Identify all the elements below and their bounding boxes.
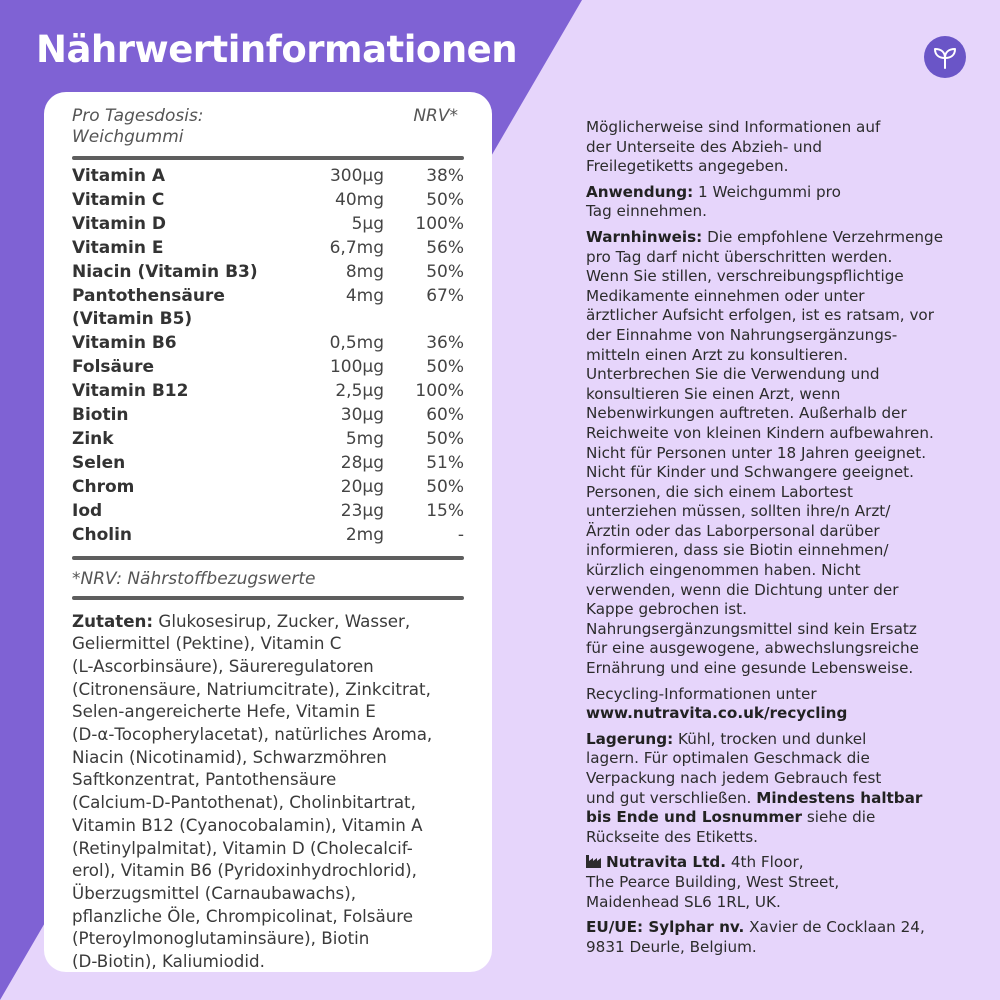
table-row <box>72 261 464 285</box>
nutrient-name: Vitamin B6 <box>72 333 177 354</box>
manufacturer-text: Nutravita Ltd. 4th Floor, The Pearce Building, West Street, Maidenhead SL6 1RL, UK. <box>586 853 840 911</box>
nutrient-amount: 300µg <box>329 166 384 186</box>
nutrient-amount: 40mg <box>335 189 384 210</box>
dose-label: Pro Tagesdosis: Weichgummi <box>72 106 204 147</box>
page-title: Nährwertinformationen <box>36 28 518 71</box>
nutrient-amount: 2mg <box>345 524 384 545</box>
nutrient-nrv: 56% <box>426 237 464 258</box>
nutrient-nrv: 15% <box>426 500 464 521</box>
intro-text: Möglicherweise sind Informationen auf der Unterseite des Abzieh- und Freilegetiketts angegeben. <box>586 118 881 176</box>
manufacturer-name: Nutravita Ltd. <box>606 853 727 872</box>
nutrition-card <box>44 92 492 972</box>
nutrient-amount: 0,5mg <box>329 333 384 354</box>
divider <box>72 596 464 600</box>
table-row <box>72 189 464 213</box>
recycling-text: Recycling-Informationen unter www.nutravita.co.uk/recycling <box>586 684 848 723</box>
table-row <box>72 524 464 548</box>
table-row <box>72 332 464 356</box>
nutrient-amount: 8mg <box>345 261 384 282</box>
nutrient-nrv: 50% <box>426 476 464 497</box>
nutrient-name: Vitamin E <box>72 237 164 258</box>
nutrient-nrv: 50% <box>426 261 464 282</box>
warning-label: Warnhinweis: <box>586 227 703 246</box>
nutrient-nrv: 50% <box>426 189 464 210</box>
table-row <box>72 356 464 380</box>
nutrient-nrv: 100% <box>415 213 464 234</box>
nutrient-name: Vitamin B12 <box>72 381 189 402</box>
table-row <box>72 165 464 189</box>
table-row <box>72 428 464 452</box>
nutrient-name: Vitamin D <box>72 213 166 234</box>
table-row <box>72 500 464 524</box>
table-row <box>72 476 464 500</box>
nutrient-nrv: 50% <box>426 428 464 449</box>
storage-text: Lagerung: Kühl, trocken und dunkel lagern. Für optimalen Geschmack die Verpackung nach jedem Gebrauch fest und gut verschließen. Mindestens haltbar bis Ende und Losnummer siehe die Rückseite des Etiketts. <box>586 729 923 846</box>
nutrient-amount: 30µg <box>340 405 384 426</box>
nutrient-nrv: 67% <box>426 285 464 306</box>
plant-sprout-icon <box>924 36 966 78</box>
nutrient-name: Pantothensäure (Vitamin B5) <box>72 285 225 330</box>
nutrient-amount: 100µg <box>329 357 384 378</box>
usage-label: Anwendung: <box>586 182 694 201</box>
storage-label: Lagerung: <box>586 729 674 748</box>
usage-text: Anwendung: 1 Weichgummi pro Tag einnehmen. <box>586 182 841 221</box>
nrv-header: NRV* <box>413 106 458 126</box>
nutrient-amount: 6,7mg <box>329 237 384 258</box>
recycling-link[interactable]: www.nutravita.co.uk/recycling <box>586 704 848 723</box>
nutrient-nrv: 100% <box>415 381 464 402</box>
nutrient-amount: 23µg <box>340 500 384 521</box>
nutrient-nrv: - <box>457 524 464 545</box>
table-row <box>72 380 464 404</box>
table-row <box>72 237 464 261</box>
nutrient-amount: 4mg <box>345 285 384 306</box>
warning-text: Warnhinweis: Die empfohlene Verzehrmenge pro Tag darf nicht überschritten werden. Wenn Sie stillen, verschreibungspflichtige Medikamente einnehmen oder unter ärztlicher Aufsicht erfolgen, ist es ratsam, vor der Einnahme von Nahrungsergänzungs- mitteln einen Arzt zu konsultieren. Unterbrechen Sie die Verwendung und konsultieren Sie einen Arzt, wenn Nebenwirkungen auftreten. Außerhalb der Reichweite von kleinen Kindern aufbewahren. Nicht für Personen unter 18 Jahren geeignet. Nicht für Kinder und Schwangere geeignet. Personen, die sich einem Labortest unterziehen müssen, sollten ihre/n Arzt/ Ärztin oder das Laborpersonal darüber informieren, dass sie Biotin einnehmen/ kürzlich eingenommen haben. Nicht verwenden, wenn die Dichtung unter der Kappe gebrochen ist. Nahrungsergänzungsmittel sind kein Ersatz für eine ausgewogene, abwechslungsreiche Ernährung und eine gesunde Lebensweise. <box>586 227 944 678</box>
ingredients-label: Zutaten: <box>72 610 154 631</box>
table-row <box>72 404 464 428</box>
nutrient-name: Iod <box>72 500 103 521</box>
nutrient-name: Vitamin C <box>72 189 165 210</box>
nutrient-nrv: 38% <box>426 166 464 186</box>
nutrient-nrv: 51% <box>426 452 464 473</box>
nutrient-amount: 2,5µg <box>335 381 384 402</box>
ingredients-text: Zutaten: Glukosesirup, Zucker, Wasser, Geliermittel (Pektine), Vitamin C (L-Ascorbinsäure), Säureregulatoren (Citronensäure, Natriumcitrate), Zinkcitrat, Selen-angereicherte Hefe, Vitamin E (D-α-Tocopherylacetat), natürliches Aroma, Niacin (Nicotinamid), Schwarzmöhren Saftkonzentrat, Pantothensäure (Calcium-D-Pantothenat), Cholinbitartrat, Vitamin B12 (Cyanocobalamin), Vitamin A (Retinylpalmitat), Vitamin D (Cholecalcif- erol), Vitamin B6 (Pyridoxinhydrochlorid), Überzugsmittel (Carnaubawachs), pflanzliche Öle, Chrompicolinat, Folsäure (Pteroylmonoglutaminsäure), Biotin (D-Biotin), Kaliumiodid. <box>72 610 433 972</box>
nutrient-nrv: 36% <box>426 333 464 354</box>
nutrient-name: Niacin (Vitamin B3) <box>72 261 258 282</box>
nutrient-name: Selen <box>72 452 126 473</box>
info-column <box>586 118 958 963</box>
nutrient-name: Biotin <box>72 405 129 426</box>
nutrient-amount: 5mg <box>345 428 384 449</box>
nutrient-name: Vitamin A <box>72 166 166 186</box>
divider <box>72 556 464 560</box>
nutrient-nrv: 50% <box>426 357 464 378</box>
nutrient-amount: 5µg <box>351 213 384 234</box>
nutrient-amount: 20µg <box>340 476 384 497</box>
table-row <box>72 213 464 237</box>
eu-label: EU/UE: Sylphar nv. <box>586 918 745 937</box>
nutrient-table <box>72 165 464 548</box>
nutrient-name: Chrom <box>72 476 135 497</box>
table-row <box>72 452 464 476</box>
nutrient-name: Cholin <box>72 524 133 545</box>
divider <box>72 156 464 160</box>
nutrient-amount: 28µg <box>340 452 384 473</box>
nutrient-name: Folsäure <box>72 357 155 378</box>
factory-icon <box>586 855 603 868</box>
nutrient-name: Zink <box>72 428 114 449</box>
nrv-footnote: *NRV: Nährstoffbezugswerte <box>72 568 316 589</box>
nutrient-nrv: 60% <box>426 405 464 426</box>
eu-representative-text: EU/UE: Sylphar nv. Xavier de Cocklaan 24, 9831 Deurle, Belgium. <box>586 918 925 956</box>
table-row <box>72 285 464 333</box>
table-header <box>72 106 464 148</box>
